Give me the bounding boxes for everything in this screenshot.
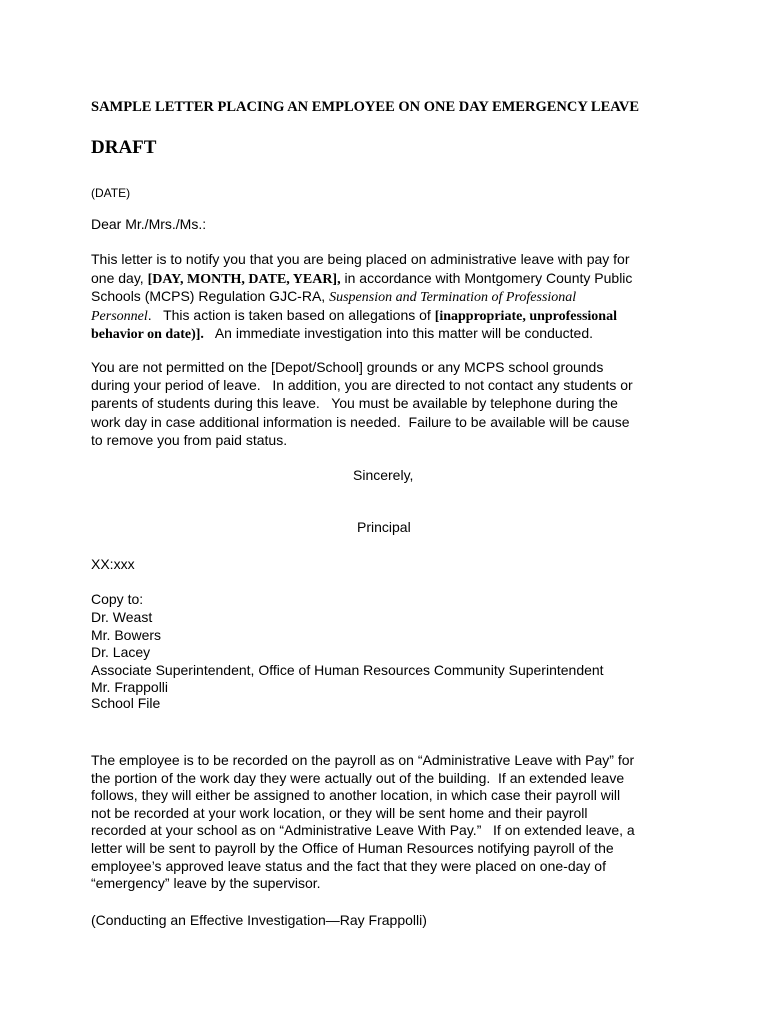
text-run: This letter is to notify you that you are being placed on administrative leave with pay for: [91, 251, 630, 267]
paragraph-notification: [91, 250, 691, 343]
paragraph-line: letter will be sent to payroll by the Office of Human Resources notifying payroll of the: [91, 839, 614, 856]
paragraph-line: recorded at your school as on “Administrative Leave With Pay.” If on extended leave, a: [91, 822, 635, 839]
text-run: . This action is taken based on allegations of: [147, 306, 435, 323]
paragraph-line: the portion of the work day they were actually out of the building. If an extended leave: [91, 769, 625, 786]
copy-to-label: Copy to:: [91, 591, 144, 607]
signature-title: Principal: [357, 519, 411, 535]
regulation-title-italic: Personnel: [91, 308, 148, 324]
paragraph-line: employee’s approved leave status and the fact that they were placed on one-day of: [91, 857, 606, 874]
closing: Sincerely,: [353, 467, 414, 483]
copy-recipient: Mr. Frappolli: [91, 678, 169, 695]
copy-to-list: [91, 590, 604, 712]
regulation-title-italic: Suspension and Termination of Professional: [329, 290, 577, 306]
allegation-placeholder-bold: behavior on date)].: [91, 327, 204, 343]
paragraph-line: work day in case additional information is needed. Failure to be available will be cause: [91, 413, 630, 430]
copy-recipient: Dr. Weast: [91, 608, 153, 625]
paragraph-line: parents of students during this leave. You must be available by telephone during the: [91, 395, 618, 412]
text-run: An immediate investigation into this matter will be conducted.: [203, 325, 594, 342]
document-heading: SAMPLE LETTER PLACING AN EMPLOYEE ON ONE DAY EMERGENCY LEAVE: [91, 99, 639, 115]
paragraph-line: not be recorded at your work location, or they will be sent home and their payroll: [91, 804, 588, 821]
allegation-placeholder-bold: [inappropriate, unprofessional: [434, 308, 617, 324]
date-placeholder: (DATE): [91, 186, 131, 200]
text-run: one day,: [91, 269, 148, 286]
paragraph-line: during your period of leave. In addition, you are directed to not contact any students or: [91, 377, 633, 394]
copy-recipient: Mr. Bowers: [91, 626, 162, 643]
draft-label: DRAFT: [91, 137, 157, 158]
paragraph-line: [91, 287, 691, 306]
paragraph-line: [91, 324, 691, 343]
paragraph-restrictions: [91, 358, 633, 449]
source-citation: (Conducting an Effective Investigation—Ray Frappolli): [91, 912, 427, 928]
typist-initials: XX:xxx: [91, 556, 135, 572]
copy-recipient: Dr. Lacey: [91, 644, 151, 661]
text-run: in accordance with Montgomery County Public: [340, 269, 633, 286]
salutation: Dear Mr./Mrs./Ms.:: [91, 216, 207, 232]
text-run: Schools (MCPS) Regulation GJC-RA,: [91, 288, 330, 305]
paragraph-line: “emergency” leave by the supervisor.: [91, 875, 321, 892]
copy-recipient: Associate Superintendent, Office of Human Resources Community Superintendent: [91, 662, 604, 679]
paragraph-line: follows, they will either be assigned to another location, in which case their payroll will: [91, 787, 621, 804]
paragraph-line: You are not permitted on the [Depot/School] grounds or any MCPS school grounds: [91, 359, 604, 375]
paragraph-payroll-note: [91, 751, 635, 892]
paragraph-line: [91, 269, 691, 288]
date-placeholder-bold: [DAY, MONTH, DATE, YEAR],: [147, 271, 341, 287]
paragraph-line: to remove you from paid status.: [91, 431, 288, 448]
paragraph-line: [91, 250, 691, 269]
paragraph-line: [91, 306, 691, 325]
copy-recipient: School File: [91, 695, 161, 712]
paragraph-line: The employee is to be recorded on the payroll as on “Administrative Leave with Pay” for: [91, 752, 635, 768]
